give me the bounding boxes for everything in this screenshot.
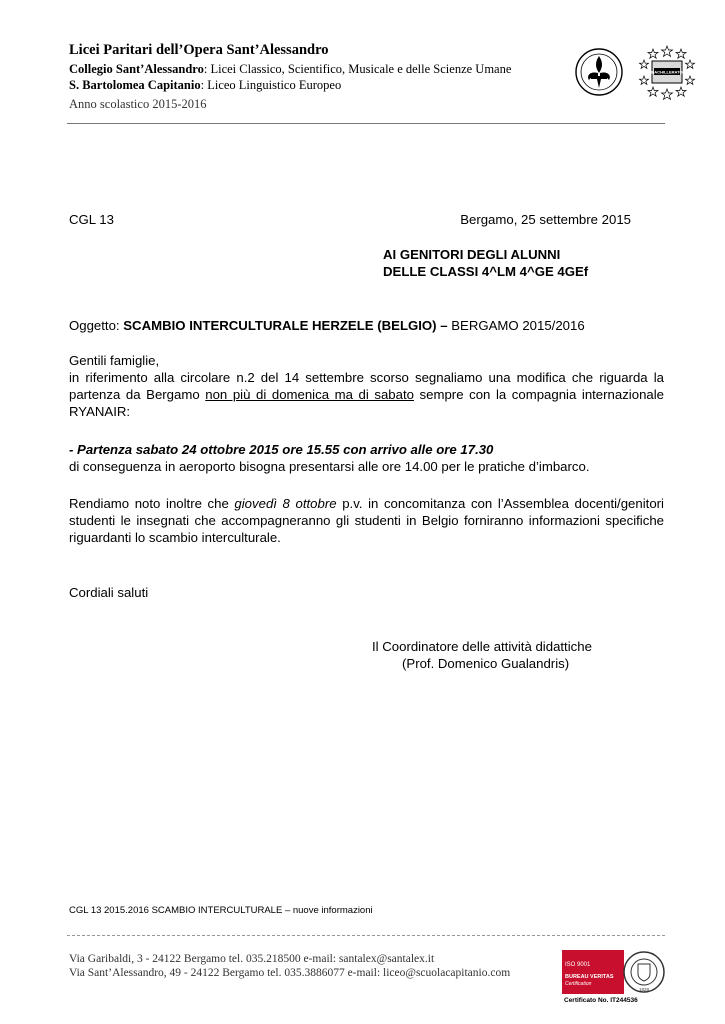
subject-line (69, 317, 585, 334)
p1-text-b: sempre con la compagnia internazionale RYANAIR: (69, 387, 664, 419)
p2-text-b: p.v. in concomitanza con l’Assemblea docenti/genitori studenti le insegnati che accompagneranno gli studenti in Belgio forniranno informazioni specifiche riguardanti lo scambio interculturale. (69, 496, 664, 545)
subject-label: Oggetto: (69, 318, 124, 333)
p2-text-a: Rendiamo noto inoltre che (69, 496, 235, 511)
protocol-number: CGL 13 (69, 212, 114, 227)
paragraph-change-notice (69, 369, 664, 420)
collegio-name: Collegio Sant’Alessandro (69, 62, 204, 76)
cert-brand: BUREAU VERITAS (565, 974, 614, 980)
recipient-line-2: DELLE CLASSI 4^LM 4^GE 4GEf (383, 264, 589, 279)
recipient-block (383, 246, 588, 280)
footer-address-1: Via Garibaldi, 3 - 24122 Bergamo tel. 035.218500 e-mail: santalex@santalex.it (69, 953, 435, 965)
departure-note: di conseguenza in aeroporto bisogna presentarsi alle ore 14.00 per le pratiche d’imbarco. (69, 459, 590, 474)
greeting: Gentili famiglie, (69, 353, 160, 368)
capitanio-name: S. Bartolomea Capitanio (69, 78, 201, 92)
cert-iso: ISO 9001 (565, 962, 591, 968)
collegio-licei: : Licei Classico, Scientifico, Musicale e delle Scienze Umane (203, 62, 512, 76)
logo2-text: BACHILLERATO (651, 69, 683, 75)
school-title: Licei Paritari dell’Opera Sant’Alessandro (69, 42, 329, 58)
school-year: Anno scolastico 2015-2016 (69, 97, 207, 111)
bureau-veritas-seal-icon (622, 950, 666, 994)
cert-red-box (562, 950, 624, 994)
footer-divider (67, 935, 665, 936)
capitanio-liceo: : Liceo Linguistico Europeo (200, 78, 342, 92)
bachillerato-stars-logo (638, 44, 696, 100)
signature-name: (Prof. Domenico Gualandris) (402, 656, 570, 671)
p1-text-a: in riferimento alla circolare n.2 del 14 settembre scorso segnaliamo una modifica che riguarda la partenza da Bergamo (69, 370, 664, 402)
subject-rest: BERGAMO 2015/2016 (447, 318, 585, 333)
header-line-capitanio (69, 78, 341, 93)
signature-block (372, 638, 592, 672)
closing: Cordiali saluti (69, 585, 149, 600)
cert-sub: Certification (565, 981, 592, 987)
iso-certification-badge (562, 950, 666, 1010)
p2-italic-date: giovedì 8 ottobre (234, 496, 337, 511)
recipient-line-1: AI GENITORI DEGLI ALUNNI (383, 247, 561, 262)
departure-info: - Partenza sabato 24 ottobre 2015 ore 15.55 con arrivo alle ore 17.30 (69, 442, 494, 457)
header-divider (67, 123, 665, 124)
cert-year: 1828 (638, 987, 650, 992)
paragraph-meeting (69, 495, 664, 546)
cert-number: Certificato No. IT244536 (564, 997, 638, 1004)
fleur-de-lis-seal-logo (574, 47, 624, 97)
subject-bold: SCAMBIO INTERCULTURALE HERZELE (BELGIO) – (123, 318, 448, 333)
header-line-collegio (69, 62, 511, 77)
place-date: Bergamo, 25 settembre 2015 (460, 212, 631, 227)
footer-address-2: Via Sant’Alessandro, 49 - 24122 Bergamo tel. 035.3886077 e-mail: liceo@scuolacapitanio.com (69, 967, 511, 979)
signature-role: Il Coordinatore delle attività didattiche (372, 639, 592, 654)
footer-reference: CGL 13 2015.2016 SCAMBIO INTERCULTURALE – nuove informazioni (69, 905, 373, 916)
p1-underlined: non più di domenica ma di sabato (205, 387, 414, 402)
